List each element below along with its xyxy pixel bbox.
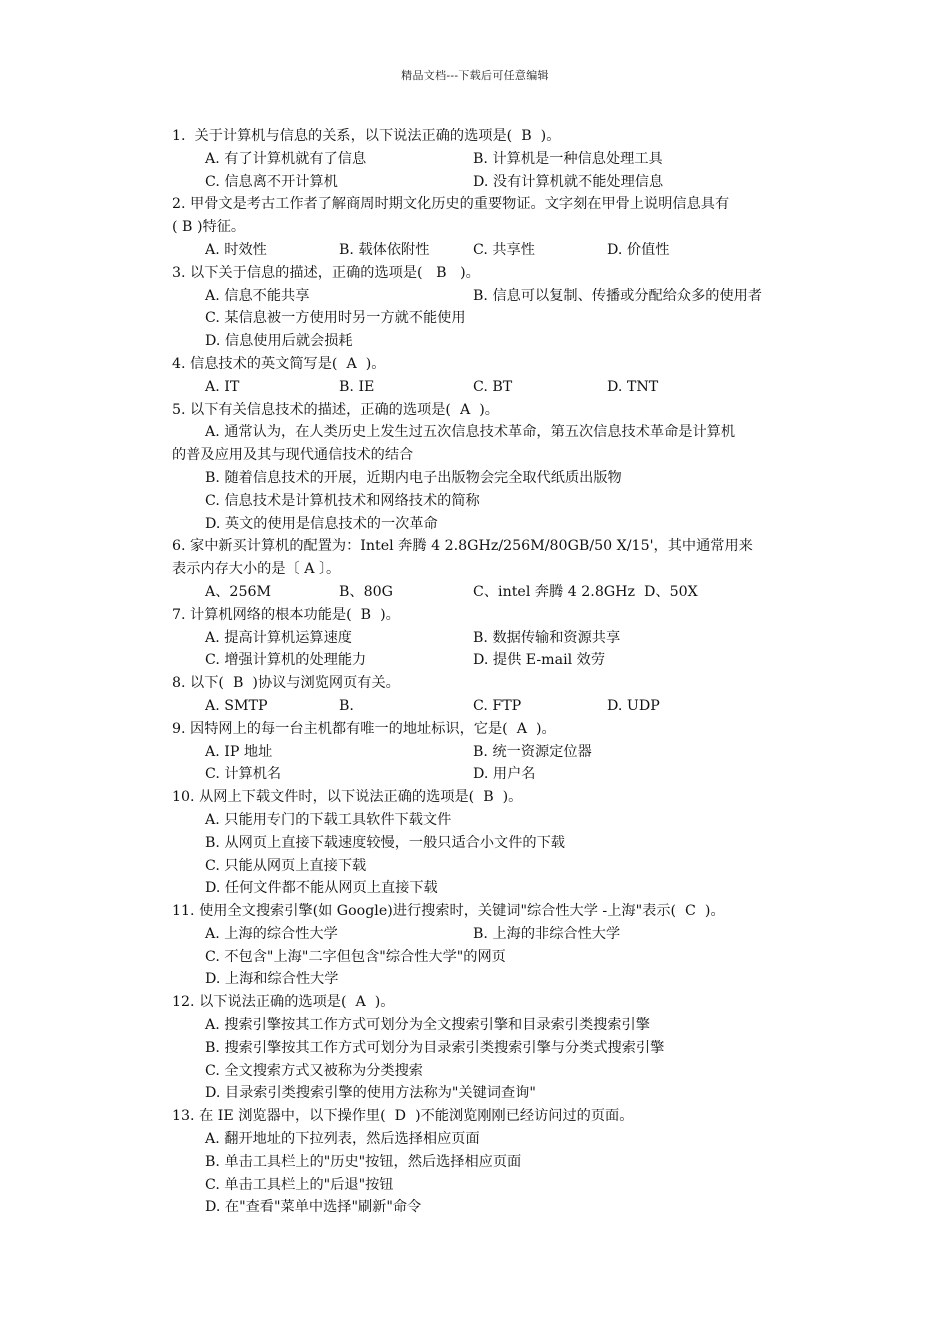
option-row: [172, 1082, 837, 1105]
answer-option: D. UDP: [607, 697, 660, 714]
answer-option: D. 在"查看"菜单中选择"刷新"命令: [205, 1199, 422, 1216]
answer-option: A. 时效性: [205, 241, 267, 258]
answer-option: A. 上海的综合性大学: [205, 925, 338, 942]
question-text: 12. 以下说法正确的选项是( A )。: [172, 994, 395, 1011]
option-row: [172, 1014, 837, 1037]
question-item: [172, 786, 837, 900]
page-header: 精品文档---下载后可任意编辑: [401, 69, 549, 82]
answer-option: C. FTP: [473, 697, 522, 714]
question-text: ( B )特征。: [172, 219, 246, 236]
answer-option: D. 提供 E-mail 效劳: [473, 652, 606, 669]
answer-option: B. 随着信息技术的开展，近期内电子出版物会完全取代纸质出版物: [205, 469, 622, 486]
option-row: [172, 741, 837, 764]
option-row: [172, 649, 837, 672]
question-text: 8. 以下( B )协议与浏览网页有关。: [172, 675, 400, 692]
answer-option: B. IE: [339, 378, 375, 395]
option-row: [172, 490, 837, 513]
answer-option: D. 上海和综合性大学: [205, 971, 339, 988]
option-continuation: 的普及应用及其与现代通信技术的结合: [172, 447, 414, 464]
answer-option: B. 上海的非综合性大学: [473, 925, 621, 942]
option-row: [172, 581, 837, 604]
answer-option: A. 信息不能共享: [205, 287, 310, 304]
question-text: 2. 甲骨文是考古工作者了解商周时期文化历史的重要物证。文字刻在甲骨上说明信息具有: [172, 196, 730, 213]
answer-option: C. 增强计算机的处理能力: [205, 652, 367, 669]
answer-option: D. 任何文件都不能从网页上直接下载: [205, 880, 438, 897]
answer-option: A. 只能用专门的下载工具软件下载文件: [205, 811, 452, 828]
answer-option: A. IP 地址: [205, 743, 273, 760]
question-item: [172, 991, 837, 1105]
question-text: 4. 信息技术的英文简写是( A )。: [172, 355, 386, 372]
option-row: [172, 285, 837, 308]
question-text: 1. 关于计算机与信息的关系，以下说法正确的选项是( B )。: [172, 128, 561, 144]
question-item: [172, 718, 837, 786]
answer-option: C. 不包含"上海"二字但包含"综合性大学"的网页: [205, 948, 506, 965]
answer-option: B. 数据传输和资源共享: [473, 629, 621, 646]
answer-option: B. 计算机是一种信息处理工具: [473, 150, 663, 167]
question-text: 表示内存大小的是〔 A 〕。: [172, 561, 341, 578]
question-item: [172, 900, 837, 991]
answer-option: D. 用户名: [473, 766, 536, 783]
option-row: [172, 627, 837, 650]
question-item: [172, 535, 837, 603]
answer-option: B. 从网页上直接下载速度较慢，一般只适合小文件的下载: [205, 834, 565, 851]
answer-option: D. 价值性: [607, 241, 670, 258]
question-text: 7. 计算机网络的根本功能是( B )。: [172, 606, 400, 623]
question-list: [172, 125, 837, 1219]
answer-option: B. 载体依附性: [339, 241, 430, 258]
answer-option: C、intel 奔腾 4 2.8GHz D、50X: [473, 583, 698, 600]
option-row: [172, 239, 837, 262]
answer-option: D. 没有计算机就不能处理信息: [473, 173, 664, 190]
option-row: [172, 968, 837, 991]
answer-option: C. 共享性: [473, 241, 535, 258]
question-text: 3. 以下关于信息的描述，正确的选项是( B )。: [172, 264, 480, 281]
answer-option: A. 通常认为，在人类历史上发生过五次信息技术革命，第五次信息技术革命是计算机: [205, 424, 736, 441]
option-row: [172, 1151, 837, 1174]
question-item: [172, 193, 837, 261]
option-row: [172, 307, 837, 330]
answer-option: A. IT: [205, 378, 240, 395]
question-item: [172, 672, 837, 718]
question-item: [172, 1105, 837, 1219]
answer-option: B. 搜索引擎按其工作方式可划分为目录索引类搜索引擎与分类式搜索引擎: [205, 1039, 665, 1056]
answer-option: A. 搜索引擎按其工作方式可划分为全文搜索引擎和目录索引类搜索引擎: [205, 1017, 650, 1034]
option-row: [172, 1060, 837, 1083]
answer-option: A. SMTP: [205, 697, 268, 714]
option-row: [172, 923, 837, 946]
option-row: [172, 376, 837, 399]
option-row: [172, 513, 837, 536]
option-row: [172, 832, 837, 855]
option-row: [172, 421, 837, 444]
answer-option: D. 英文的使用是信息技术的一次革命: [205, 515, 438, 532]
answer-option: B. 统一资源定位器: [473, 743, 592, 760]
question-item: [172, 399, 837, 536]
option-row: [172, 763, 837, 786]
option-row: [172, 171, 837, 194]
answer-option: C. 全文搜索方式又被称为分类搜索: [205, 1062, 423, 1079]
option-row: [172, 946, 837, 969]
question-item: [172, 262, 837, 353]
answer-option: A. 提高计算机运算速度: [205, 629, 352, 646]
question-text: 10. 从网上下载文件时，以下说法正确的选项是( B )。: [172, 789, 523, 806]
answer-option: A. 翻开地址的下拉列表，然后选择相应页面: [205, 1131, 480, 1148]
answer-option: C. 信息技术是计算机技术和网络技术的简称: [205, 492, 480, 509]
question-text: 13. 在 IE 浏览器中，以下操作里( D )不能浏览刚刚已经访问过的页面。: [172, 1108, 634, 1125]
answer-option: A. 有了计算机就有了信息: [205, 150, 367, 167]
answer-option: D. 信息使用后就会损耗: [205, 333, 353, 350]
question-text: 9. 因特网上的每一台主机都有唯一的地址标识，它是( A )。: [172, 720, 556, 737]
question-text: 5. 以下有关信息技术的描述，正确的选项是( A )。: [172, 401, 499, 418]
option-row: [172, 1174, 837, 1197]
answer-option: B. 单击工具栏上的"历史"按钮，然后选择相应页面: [205, 1153, 522, 1170]
question-item: [172, 604, 837, 672]
answer-option: C. BT: [473, 378, 513, 395]
option-row: [172, 855, 837, 878]
answer-option: C. 单击工具栏上的"后退"按钮: [205, 1176, 394, 1193]
answer-option: C. 某信息被一方使用时另一方就不能使用: [205, 310, 466, 327]
option-row: [172, 467, 837, 490]
question-text: 11. 使用全文搜索引擎(如 Google)进行搜索时，关键词"综合性大学 -上海"表示( C )。: [172, 903, 725, 920]
answer-option: B.: [339, 697, 354, 714]
answer-option: C. 信息离不开计算机: [205, 173, 338, 190]
option-row: [172, 877, 837, 900]
answer-option: D. 目录索引类搜索引擎的使用方法称为"关键词查询": [205, 1085, 536, 1102]
answer-option: B、80G: [339, 583, 393, 600]
question-item: [172, 125, 837, 193]
option-row: [172, 1196, 837, 1219]
option-row: [172, 695, 837, 718]
answer-option: D. TNT: [607, 378, 659, 395]
option-row: [172, 330, 837, 353]
answer-option: B. 信息可以复制、传播或分配给众多的使用者: [473, 287, 763, 304]
answer-option: A、256M: [205, 583, 272, 600]
option-row: [172, 809, 837, 832]
question-item: [172, 353, 837, 399]
option-row: [172, 1037, 837, 1060]
option-row: [172, 148, 837, 171]
question-text: 6. 家中新买计算机的配置为：Intel 奔腾 4 2.8GHz/256M/80GB/50 X/15'，其中通常用来: [172, 538, 753, 555]
option-row: [172, 1128, 837, 1151]
answer-option: C. 计算机名: [205, 766, 282, 783]
answer-option: C. 只能从网页上直接下载: [205, 857, 367, 874]
